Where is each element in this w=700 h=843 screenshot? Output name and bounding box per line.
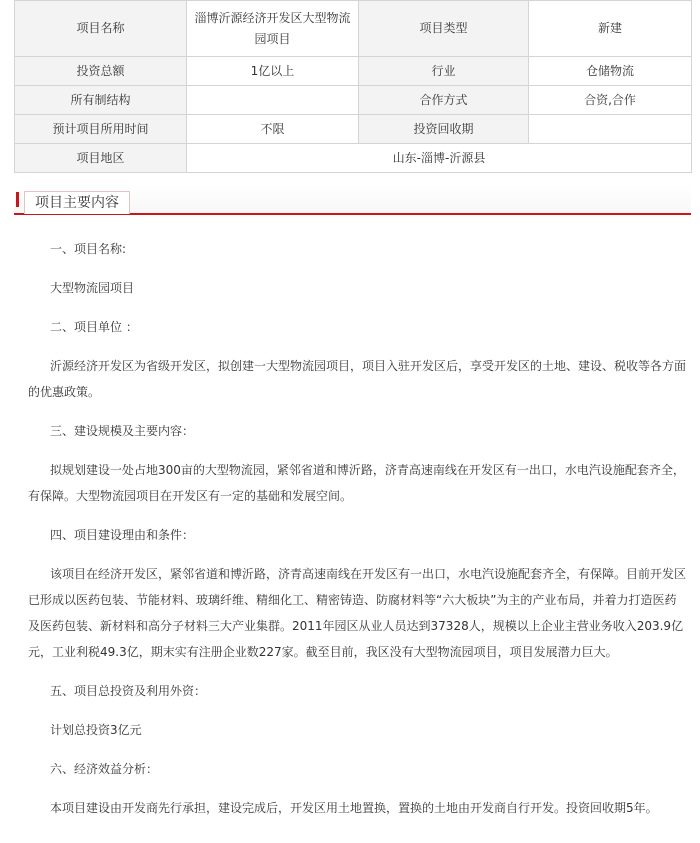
info-row-project-name bbox=[15, 1, 692, 57]
cooperation-label: 合作方式 bbox=[359, 86, 529, 115]
heading-project-unit: 二、项目单位 ： bbox=[50, 320, 138, 334]
project-content bbox=[28, 236, 688, 834]
paragraph-investment: 计划总投资3亿元 bbox=[50, 723, 142, 737]
paragraph-benefit: 本项目建设由开发商先行承担，建设完成后，开发区用土地置换，置换的土地由开发商自行开发。投资回收期5年。 bbox=[50, 801, 658, 815]
payback-value bbox=[529, 115, 692, 144]
project-info-table bbox=[14, 0, 692, 173]
heading-investment: 五、项目总投资及利用外资： bbox=[50, 684, 207, 698]
cooperation-value: 合资,合作 bbox=[529, 86, 692, 115]
industry-label: 行业 bbox=[359, 57, 529, 86]
paragraph-project-name: 大型物流园项目 bbox=[50, 281, 135, 295]
duration-label: 预计项目所用时间 bbox=[15, 115, 187, 144]
payback-label: 投资回收期 bbox=[359, 115, 529, 144]
heading-project-name: 一、项目名称: bbox=[50, 242, 127, 256]
section-accent-bar bbox=[16, 192, 19, 207]
industry-value: 仓储物流 bbox=[529, 57, 692, 86]
paragraph-reasons: 该项目在经济开发区，紧邻省道和博沂路，济青高速南线在开发区有一出口，水电汽设施配套齐全，有保障。目前开发区已形成以医药包装、节能材料、玻璃纤维、精细化工、精密铸造、防腐材料等“六大板块”为主的产业布局，并着力打造医药及医药包装、新材料和高分子材料三大产业集群。2011年园区从业人员达到37328人，规模以上企业主营业务收入203.9亿元，工业利税49.3亿，期末实有注册企业数227家。截至目前，我区没有大型物流园项目，项目发展潜力巨大。 bbox=[28, 567, 687, 659]
section-header bbox=[14, 186, 691, 215]
project-name-value: 淄博沂源经济开发区大型物流园项目 bbox=[187, 1, 359, 57]
region-label: 项目地区 bbox=[15, 144, 187, 173]
info-row-region bbox=[15, 144, 692, 173]
ownership-label: 所有制结构 bbox=[15, 86, 187, 115]
heading-reasons: 四、项目建设理由和条件： bbox=[50, 528, 195, 542]
project-name-label: 项目名称 bbox=[15, 1, 187, 57]
heading-scale: 三、建设规模及主要内容： bbox=[50, 424, 195, 438]
paragraph-scale: 拟规划建设一处占地300亩的大型物流园，紧邻省道和博沂路，济青高速南线在开发区有一出口，水电汽设施配套齐全，有保障。大型物流园项目在开发区有一定的基础和发展空间。 bbox=[28, 463, 685, 503]
info-row-investment bbox=[15, 57, 692, 86]
project-type-value: 新建 bbox=[529, 1, 692, 57]
ownership-value bbox=[187, 86, 359, 115]
paragraph-project-unit: 沂源经济开发区为省级开发区，拟创建一大型物流园项目，项目入驻开发区后，享受开发区的土地、建设、税收等各方面的优惠政策。 bbox=[28, 359, 687, 399]
total-investment-label: 投资总额 bbox=[15, 57, 187, 86]
info-row-duration bbox=[15, 115, 692, 144]
project-type-label: 项目类型 bbox=[359, 1, 529, 57]
total-investment-value: 1亿以上 bbox=[187, 57, 359, 86]
duration-value: 不限 bbox=[187, 115, 359, 144]
region-value: 山东-淄博-沂源县 bbox=[187, 144, 692, 173]
heading-benefit: 六、经济效益分析： bbox=[50, 762, 159, 776]
info-row-ownership bbox=[15, 86, 692, 115]
section-title: 项目主要内容 bbox=[24, 191, 130, 214]
